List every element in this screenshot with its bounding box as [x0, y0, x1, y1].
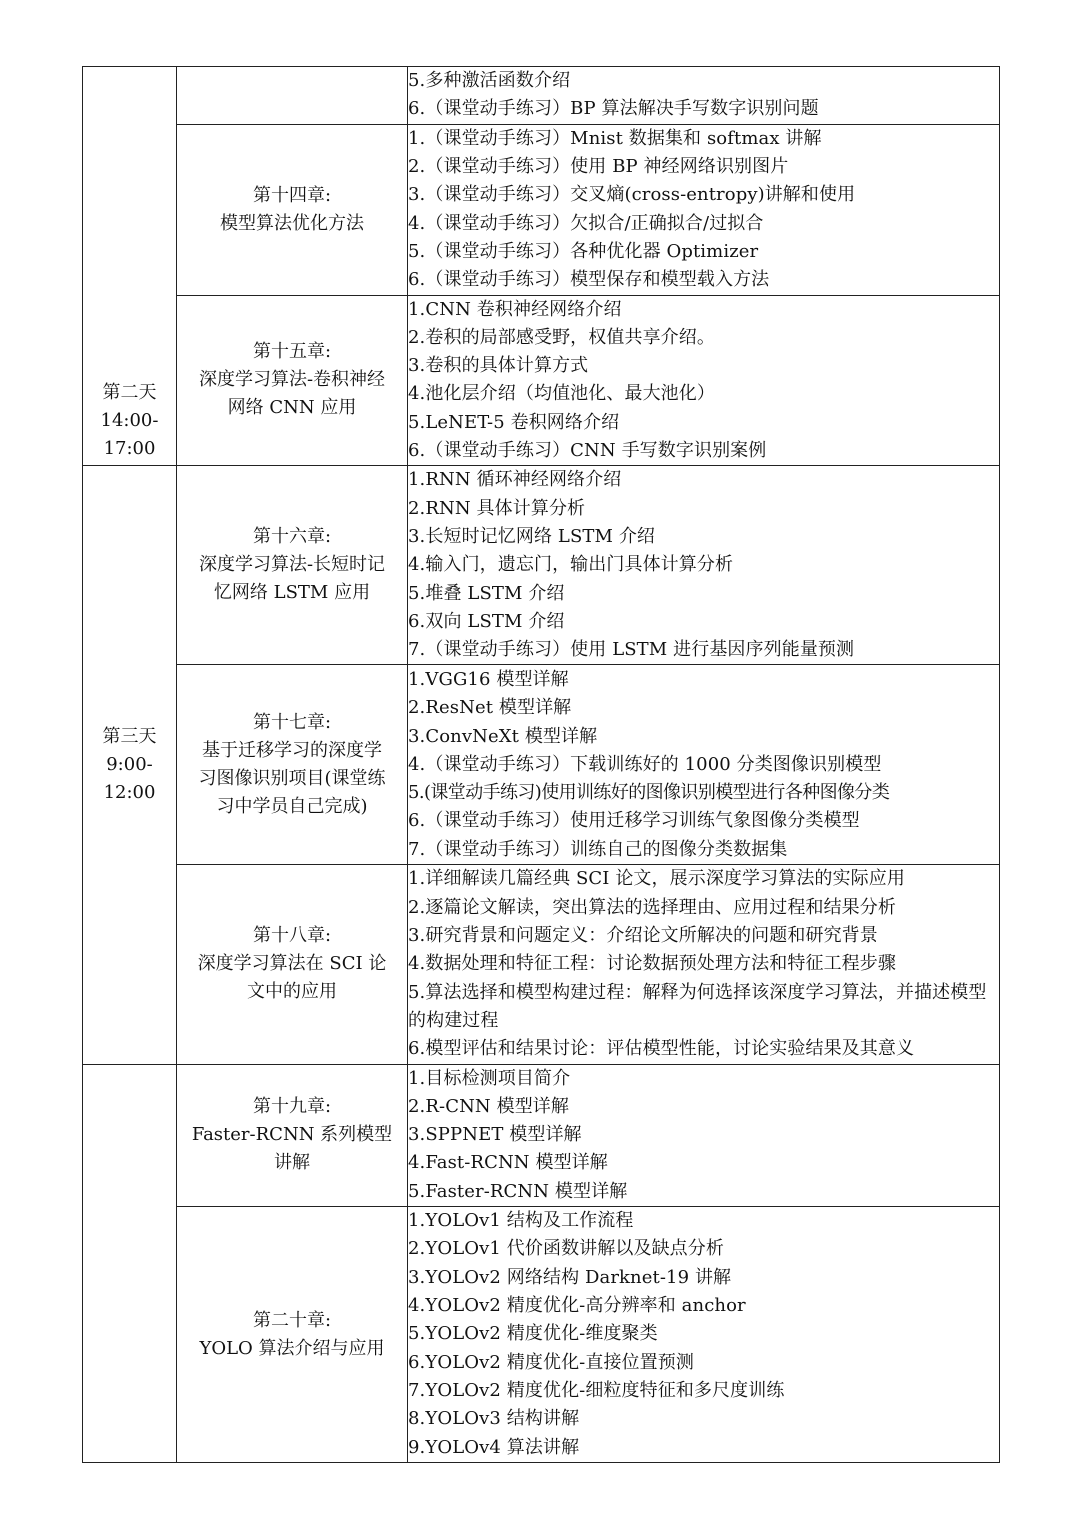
chapter-subtitle: 基于迁移学习的深度学: [202, 739, 382, 761]
chapter-subtitle: 模型算法优化方法: [220, 212, 364, 234]
chapter-cell: [177, 865, 408, 1064]
list-item: 6.（课堂动手练习）BP 算法解决手写数字识别问题: [408, 98, 819, 120]
chapter-cell: [177, 1207, 408, 1463]
chapter-subtitle: 深度学习算法在 SCI 论: [197, 953, 387, 975]
day-label: 第三天: [102, 725, 157, 747]
list-item: 1.（课堂动手练习）Mnist 数据集和 softmax 讲解: [408, 127, 822, 149]
chapter-subtitle: 习中学员自己完成): [216, 795, 368, 817]
list-item: 4.YOLOv2 精度优化-高分辨率和 anchor: [408, 1295, 746, 1317]
list-item: 1.CNN 卷积神经网络介绍: [408, 298, 622, 320]
chapter-subtitle: 网络 CNN 应用: [227, 397, 357, 419]
chapter-cell: [177, 124, 408, 295]
list-item: 3.ConvNeXt 模型详解: [408, 725, 598, 747]
table-row: [83, 295, 1000, 466]
item-list: [408, 296, 999, 466]
list-item: 5.(课堂动手练习)使用训练好的图像识别模型进行各种图像分类: [408, 782, 890, 804]
list-item: 6.YOLOv2 精度优化-直接位置预测: [408, 1351, 694, 1373]
list-item: 3.SPPNET 模型详解: [408, 1124, 582, 1146]
table-row: [83, 124, 1000, 295]
list-item: 6.（课堂动手练习）使用迁移学习训练气象图像分类模型: [408, 810, 860, 832]
item-list: [408, 125, 999, 295]
items-cell: [408, 1207, 1000, 1463]
list-item: 3.卷积的具体计算方式: [408, 355, 589, 377]
day-cell-day2: [83, 67, 177, 466]
list-item: 2.YOLOv1 代价函数讲解以及缺点分析: [408, 1238, 724, 1260]
table-row: [83, 466, 1000, 665]
list-item: 7.YOLOv2 精度优化-细粒度特征和多尺度训练: [408, 1379, 785, 1401]
list-item: 5.（课堂动手练习）各种优化器 Optimizer: [408, 240, 759, 262]
table-row: [83, 67, 1000, 125]
item-list: [408, 1207, 999, 1462]
list-item: 7.（课堂动手练习）训练自己的图像分类数据集: [408, 838, 788, 860]
chapter-subtitle: YOLO 算法介绍与应用: [199, 1337, 385, 1359]
table-row: [83, 665, 1000, 865]
chapter-cell: [177, 665, 408, 865]
course-schedule-table: [82, 66, 1000, 1463]
list-item: 3.（课堂动手练习）交叉熵(cross-entropy)讲解和使用: [408, 184, 856, 206]
chapter-title: 第十八章:: [252, 925, 332, 947]
day-time-start: 9:00-: [106, 753, 153, 775]
item-list: [408, 1065, 999, 1206]
items-cell: [408, 665, 1000, 865]
item-list: [408, 865, 999, 1063]
list-item: 6.模型评估和结果讨论：评估模型性能，讨论实验结果及其意义: [408, 1038, 915, 1060]
chapter-title: 第十七章:: [252, 711, 332, 733]
list-item: 5.YOLOv2 精度优化-维度聚类: [408, 1323, 658, 1345]
list-item: 4.（课堂动手练习）下载训练好的 1000 分类图像识别模型: [408, 753, 882, 775]
item-list: [408, 666, 999, 864]
table-row: [83, 865, 1000, 1064]
item-list: [408, 466, 999, 664]
list-item: 1.详细解读几篇经典 SCI 论文，展示深度学习算法的实际应用: [408, 868, 905, 890]
list-item: 9.YOLOv4 算法讲解: [408, 1436, 580, 1458]
list-item: 3.YOLOv2 网络结构 Darknet-19 讲解: [408, 1266, 732, 1288]
list-item: 1.目标检测项目简介: [408, 1067, 571, 1089]
list-item: 3.研究背景和问题定义：介绍论文所解决的问题和研究背景: [408, 925, 878, 947]
chapter-subtitle: 忆网络 LSTM 应用: [213, 582, 371, 604]
list-item: 6.（课堂动手练习）CNN 手写数字识别案例: [408, 440, 767, 462]
list-item: 2.ResNet 模型详解: [408, 697, 572, 719]
items-cell: [408, 295, 1000, 466]
list-item: 4.池化层介绍（均值池化、最大池化）: [408, 383, 715, 405]
day-cell-empty: [83, 1064, 177, 1462]
list-item: 4.数据处理和特征工程：讨论数据预处理方法和特征工程步骤: [408, 953, 896, 975]
table-row: [83, 1207, 1000, 1463]
chapter-subtitle: 深度学习算法-卷积神经: [198, 369, 386, 391]
day-label: 第二天: [102, 382, 157, 404]
chapter-subtitle: 习图像识别项目(课堂练: [198, 767, 386, 789]
list-item: 2.（课堂动手练习）使用 BP 神经网络识别图片: [408, 156, 789, 177]
list-item: 5.多种激活函数介绍: [408, 70, 571, 91]
list-item: 6.双向 LSTM 介绍: [408, 610, 565, 632]
list-item: 4.（课堂动手练习）欠拟合/正确拟合/过拟合: [408, 212, 764, 234]
chapter-subtitle: Faster-RCNN 系列模型: [191, 1124, 393, 1146]
list-item: 1.VGG16 模型详解: [408, 668, 569, 690]
items-cell: [408, 1064, 1000, 1206]
items-cell: [408, 466, 1000, 665]
list-item: 5.Faster-RCNN 模型详解: [408, 1180, 628, 1202]
item-list: [408, 67, 999, 124]
table-row: [83, 1064, 1000, 1206]
list-item: 8.YOLOv3 结构讲解: [408, 1408, 580, 1430]
chapter-title: 第十六章:: [252, 526, 332, 548]
chapter-subtitle: 文中的应用: [247, 981, 337, 1003]
list-item: 1.RNN 循环神经网络介绍: [408, 469, 622, 491]
list-item: 2.逐篇论文解读，突出算法的选择理由、应用过程和结果分析: [408, 896, 896, 918]
day-time-start: 14:00-: [100, 410, 159, 432]
items-cell: [408, 865, 1000, 1064]
items-cell: [408, 124, 1000, 295]
list-item: 5.堆叠 LSTM 介绍: [408, 582, 565, 604]
list-item: 5.LeNET-5 卷积网络介绍: [408, 411, 620, 433]
chapter-subtitle: 深度学习算法-长短时记: [198, 554, 386, 576]
list-item: 2.RNN 具体计算分析: [408, 497, 586, 519]
list-item: 7.（课堂动手练习）使用 LSTM 进行基因序列能量预测: [408, 639, 855, 661]
list-item: 4.Fast-RCNN 模型详解: [408, 1152, 608, 1174]
list-item: 6.（课堂动手练习）模型保存和模型载入方法: [408, 269, 770, 291]
chapter-title: 第十九章:: [252, 1096, 332, 1118]
chapter-cell: [177, 295, 408, 466]
list-item: 2.R-CNN 模型详解: [408, 1095, 570, 1117]
chapter-cell: [177, 1064, 408, 1206]
list-item: 5.算法选择和模型构建过程：解释为何选择该深度学习算法，并描述模型的构建过程: [408, 981, 987, 1031]
chapter-subtitle: 讲解: [274, 1152, 310, 1174]
chapter-title: 第二十章:: [252, 1309, 332, 1331]
chapter-title: 第十五章:: [252, 341, 332, 363]
list-item: 3.长短时记忆网络 LSTM 介绍: [408, 525, 656, 547]
chapter-title: 第十四章:: [252, 184, 332, 206]
list-item: 1.YOLOv1 结构及工作流程: [408, 1210, 634, 1232]
list-item: 4.输入门，遗忘门，输出门具体计算分析: [408, 554, 734, 576]
day-cell-day3: [83, 466, 177, 1064]
day-time-end: 12:00: [103, 781, 156, 803]
chapter-cell-empty: [177, 67, 408, 125]
list-item: 2.卷积的局部感受野，权值共享介绍。: [408, 326, 715, 348]
day-time-end: 17:00: [103, 438, 156, 460]
chapter-cell: [177, 466, 408, 665]
items-cell: [408, 67, 1000, 125]
